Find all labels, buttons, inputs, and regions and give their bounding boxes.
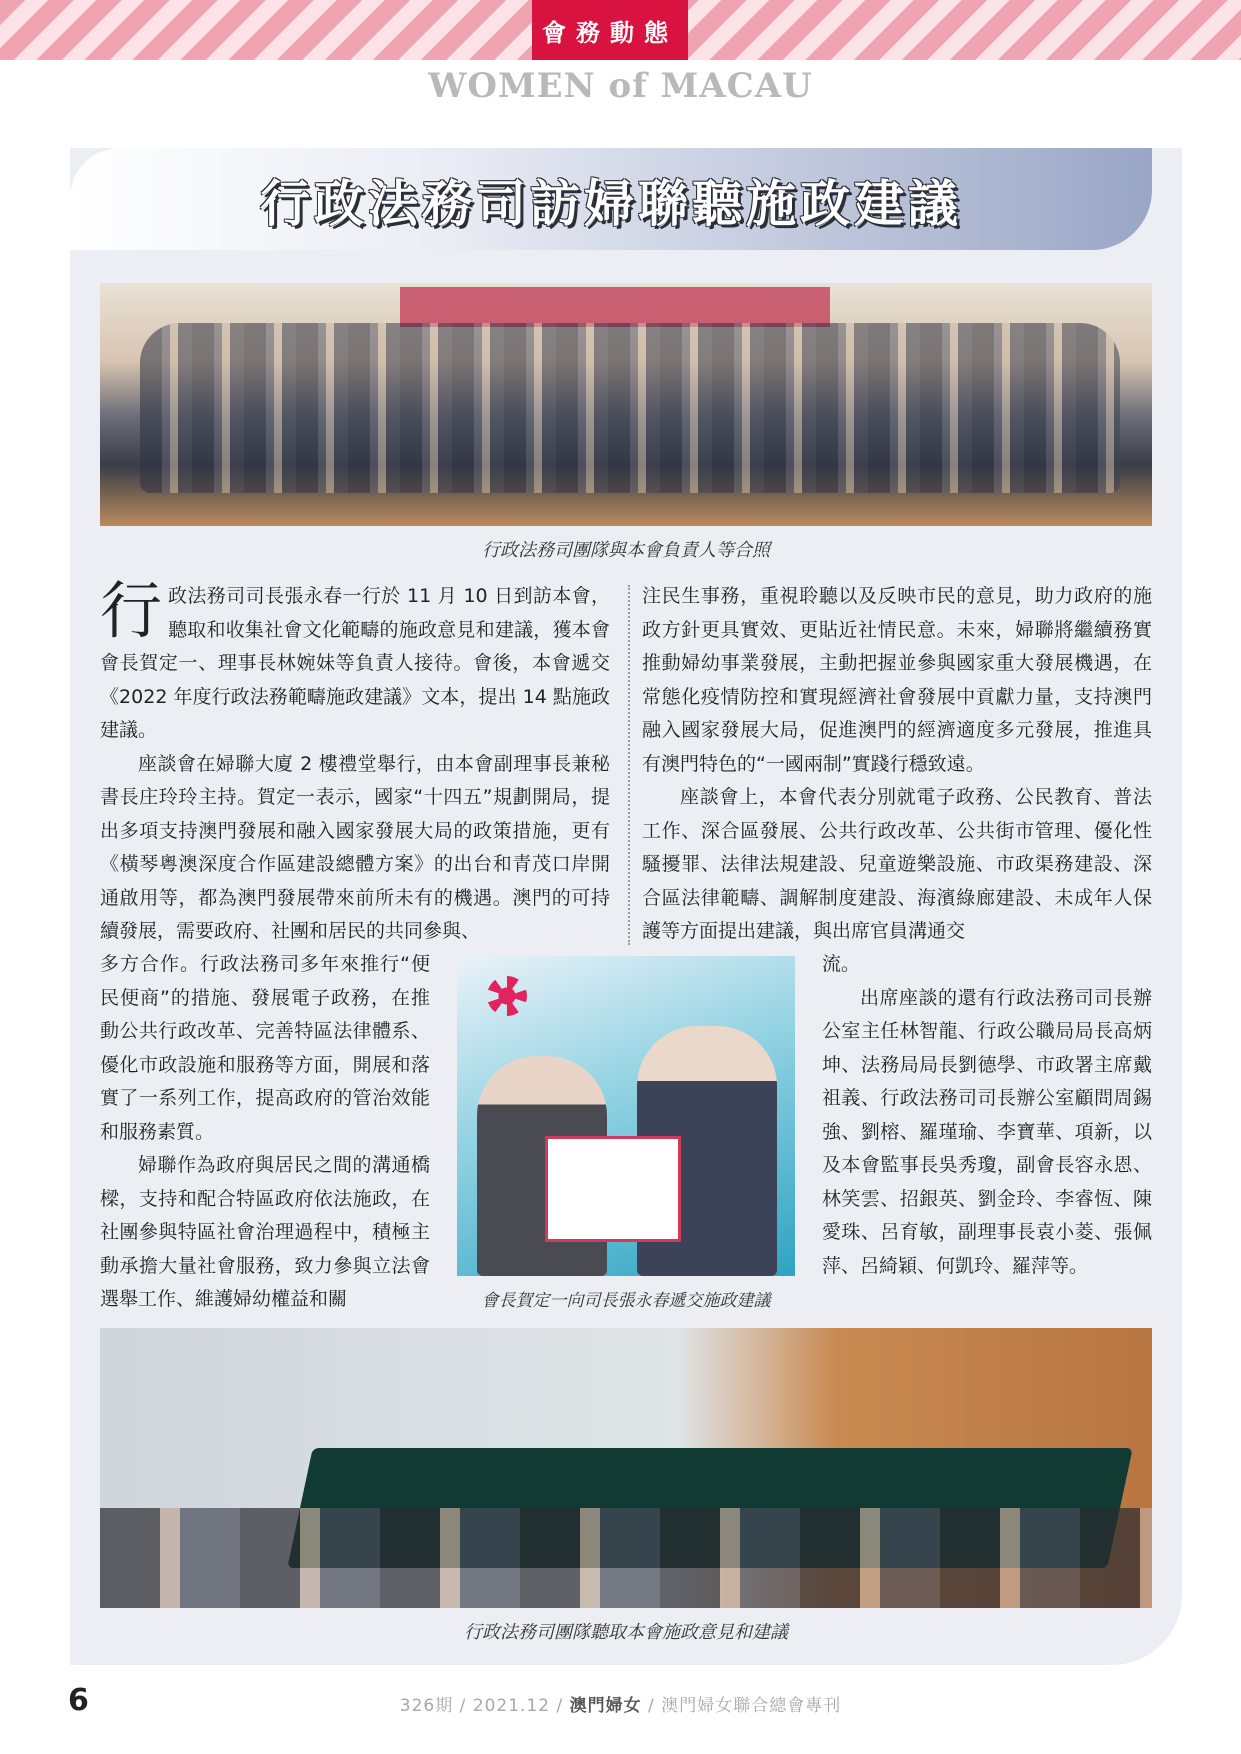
left-column-top <box>100 574 610 949</box>
footer-magazine: 澳門婦女 <box>569 1696 642 1716</box>
paragraph-3-cont: 注民生事務，重視聆聽以及反映市民的意見，助力政府的施政方針更具實效、更貼近社情民意。未來，婦聯將繼續務實推動婦幼事業發展，主動把握並參與國家重大發展機遇，在常態化疫情防控和實現經濟社會發展中貢獻力量，支持澳門融入國家發展大局，促進澳門的經濟適度多元發展，推進具有澳門特色的“一國兩制”實踐行穩致遠。 <box>642 585 1152 775</box>
paragraph-2-cont: 多方合作。行政法務司多年來推行“便民便商”的措施、發展電子政務，在推動公共行政改革、完善特區法律體系、優化市政設施和服務等方面，開展和落實了一系列工作，提高政府的管治效能和服務素質。 <box>100 953 430 1143</box>
column-divider <box>628 585 630 945</box>
paragraph-1: 行政法務司司長張永春一行於 11 月 10 日到訪本會，聽取和收集社會文化範疇的施政意見和建議，獲本會會長賀定一、理事長林婉妹等負責人接待。會後，本會遞交《2022 年度行政法務範疇施政建議》文本，提出 14 點施政建議。 <box>100 574 610 741</box>
footer-info: 326期 / 2021.12 / 澳門婦女 / 澳門婦女聯合總會專刊 <box>399 1696 842 1716</box>
meeting-photo <box>100 1328 1152 1608</box>
left-column-bottom <box>100 948 430 1317</box>
footer-issue: 326期 <box>399 1696 454 1716</box>
group-photo <box>100 283 1152 526</box>
footer-publisher: 澳門婦女聯合總會專刊 <box>661 1696 842 1716</box>
right-column-top <box>642 580 1152 949</box>
dropcap: 行 <box>100 574 163 647</box>
meeting-photo-caption: 行政法務司團隊聽取本會施政意見和建議 <box>464 1622 788 1643</box>
right-column-bottom <box>822 948 1152 1283</box>
paragraph-forum: 座談會上，本會代表分別就電子政務、公民教育、普法工作、深合區發展、公共行政改革、公共街市管理、優化性騷擾罪、法律法規建設、兒童遊樂設施、市政渠務建設、深合區法律範疇、調解制度建設、海濱綠廊建設、未成年人保護等方面提出建議，與出席官員溝通交 <box>642 786 1152 942</box>
handover-photo <box>457 956 795 1276</box>
masthead-logo: WOMEN of MACAU <box>428 66 813 106</box>
paragraph-2: 座談會在婦聯大廈 2 樓禮堂舉行，由本會副理事長兼秘書長庄玲玲主持。賀定一表示，國家“十四五”規劃開局，提出多項支持澳門發展和融入國家發展大局的政策措施，更有《橫琴粵澳深度合作區建設總體方案》的出台和青茂口岸開通啟用等，都為澳門發展帶來前所未有的機遇。澳門的可持續發展，需要政府、社團和居民的共同參與、 <box>100 752 610 942</box>
page-number: 6 <box>68 1683 89 1718</box>
photo-crowd <box>140 323 1120 493</box>
page-title: 行政法務司訪婦聯聽施政建議 <box>260 175 962 233</box>
handover-photo-caption: 會長賀定一向司長張永春遞交施政建議 <box>481 1291 771 1311</box>
paragraph-3: 婦聯作為政府與居民之間的溝通橋樑，支持和配合特區政府依法施政，在社團參與特區社會治理過程中，積極主動承擔大量社會服務，致力參與立法會選舉工作、維護婦幼權益和關 <box>100 1154 430 1310</box>
photo-attendees <box>100 1508 1152 1608</box>
footer-date: 2021.12 <box>472 1696 551 1716</box>
paragraph-forum-end: 流。 <box>822 953 861 975</box>
section-tab: 會務動態 <box>532 0 688 60</box>
group-photo-caption: 行政法務司團隊與本會負責人等合照 <box>482 540 770 561</box>
photo-document <box>545 1136 681 1242</box>
photo-banner <box>400 287 830 327</box>
paragraph-attendees: 出席座談的還有行政法務司司長辦公室主任林智龍、行政公職局局長高炳坤、法務局局長劉德學、市政署主席戴祖義、行政法務司司長辦公室顧問周錫強、劉榕、羅瑾瑜、李寶華、項新，以及本會監事長吳秀瓊，副會長容永恩、林笑雲、招銀英、劉金玲、李睿恆、陳愛珠、呂育敏，副理事長袁小菱、張佩萍、呂綺穎、何凱玲、羅萍等。 <box>822 986 1152 1277</box>
flower-logo-icon <box>487 976 527 1016</box>
